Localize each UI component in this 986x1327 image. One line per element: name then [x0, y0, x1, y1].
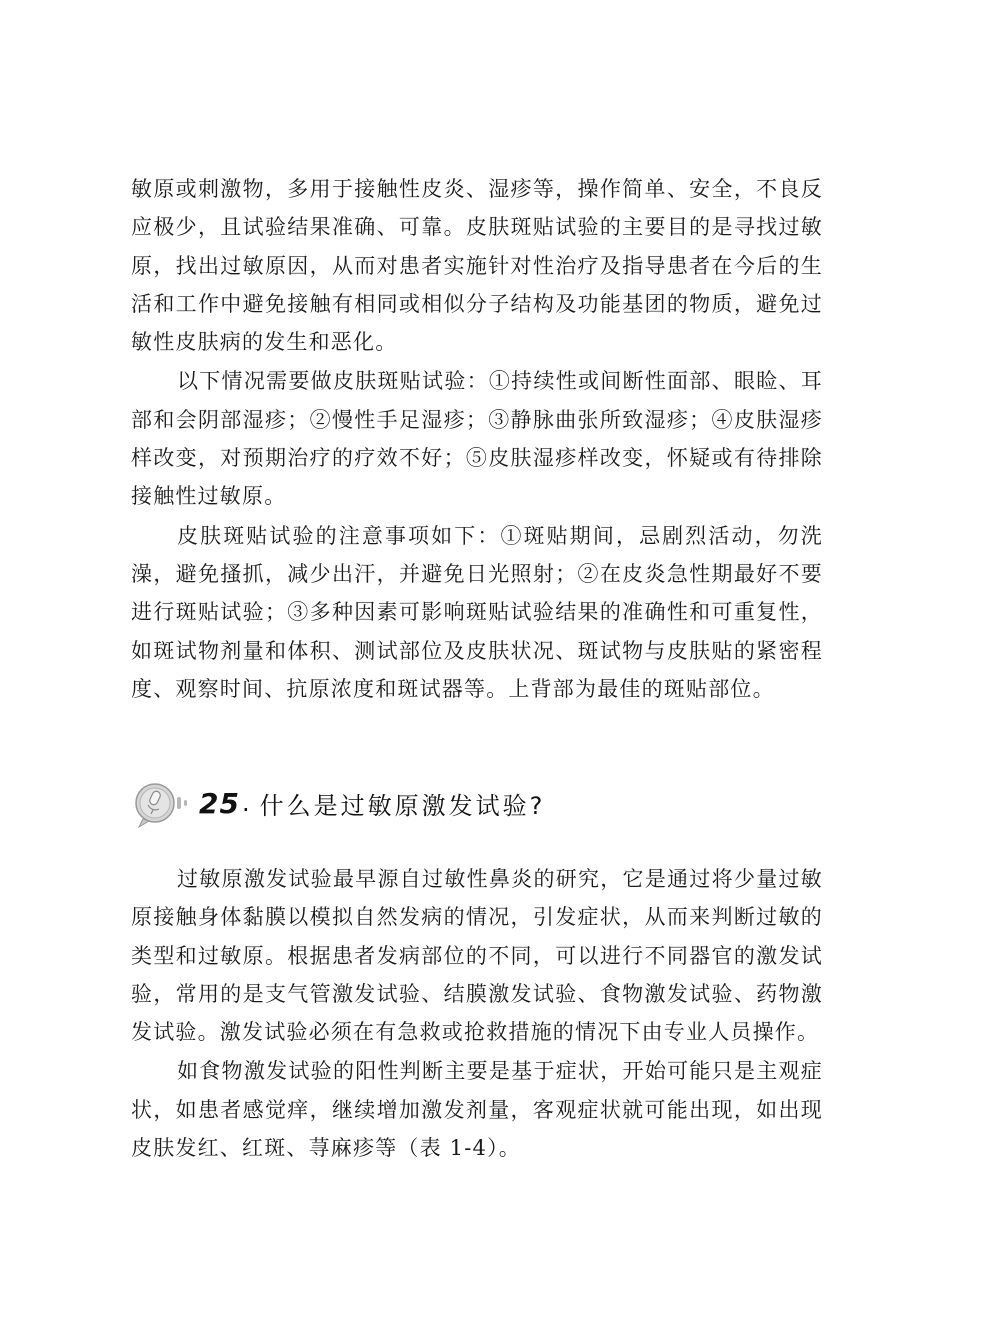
heading-number: 25	[199, 786, 240, 820]
paragraph-patch-test-purpose: 敏原或刺激物，多用于接触性皮炎、湿疹等，操作简单、安全，不良反应极少，且试验结果准确、可靠。皮肤斑贴试验的主要目的是寻找过敏原，找出过敏原因，从而对患者实施针对性治疗及指导患者在今后的生活和工作中避免接触有相同或相似分子结构及功能基团的物质，避免过敏性皮肤病的发生和恶化。	[131, 177, 823, 355]
paragraph-patch-test-precautions: 皮肤斑贴试验的注意事项如下：①斑贴期间，忌剧烈活动，勿洗澡，避免搔抓，减少出汗，并避免日光照射；②在皮炎急性期最好不要进行斑贴试验；③多种因素可影响斑贴试验结果的准确性和可重复性，如斑试物剂量和体积、测试部位及皮肤状况、斑试物与皮肤贴的紧密程度、观察时间、抗原浓度和斑试器等。上背部为最佳的斑贴部位。	[131, 523, 823, 701]
heading-title: 什么是过敏原激发试验?	[259, 791, 546, 820]
section-heading-25	[131, 775, 823, 831]
heading-dot: .	[241, 789, 250, 817]
microphone-bubble-icon	[131, 775, 191, 831]
section-patch-test-text	[131, 170, 823, 708]
paragraph-patch-test-indications: 以下情况需要做皮肤斑贴试验：①持续性或间断性面部、眼睑、耳部和会阴部湿疹；②慢性手足湿疹；③静脉曲张所致湿疹；④皮肤湿疹样改变，对预期治疗的疗效不好；⑤皮肤湿疹样改变，怀疑或有待排除接触性过敏原。	[131, 369, 823, 509]
paragraph-food-provocation-test: 如食物激发试验的阳性判断主要是基于症状，开始可能只是主观症状，如患者感觉痒，继续增加激发剂量，客观症状就可能出现，如出现皮肤发红、红斑、荨麻疹等（表 1-4）。	[131, 1059, 823, 1161]
section-provocation-test-text	[131, 860, 823, 1167]
paragraph-provocation-test-definition: 过敏原激发试验最早源自过敏性鼻炎的研究，它是通过将少量过敏原接触身体黏膜以模拟自然发病的情况，引发症状，从而来判断过敏的类型和过敏原。根据患者发病部位的不同，可以进行不同器官的激发试验，常用的是支气管激发试验、结膜激发试验、食物激发试验、药物激发试验。激发试验必须在有急救或抢救措施的情况下由专业人员操作。	[131, 867, 823, 1045]
